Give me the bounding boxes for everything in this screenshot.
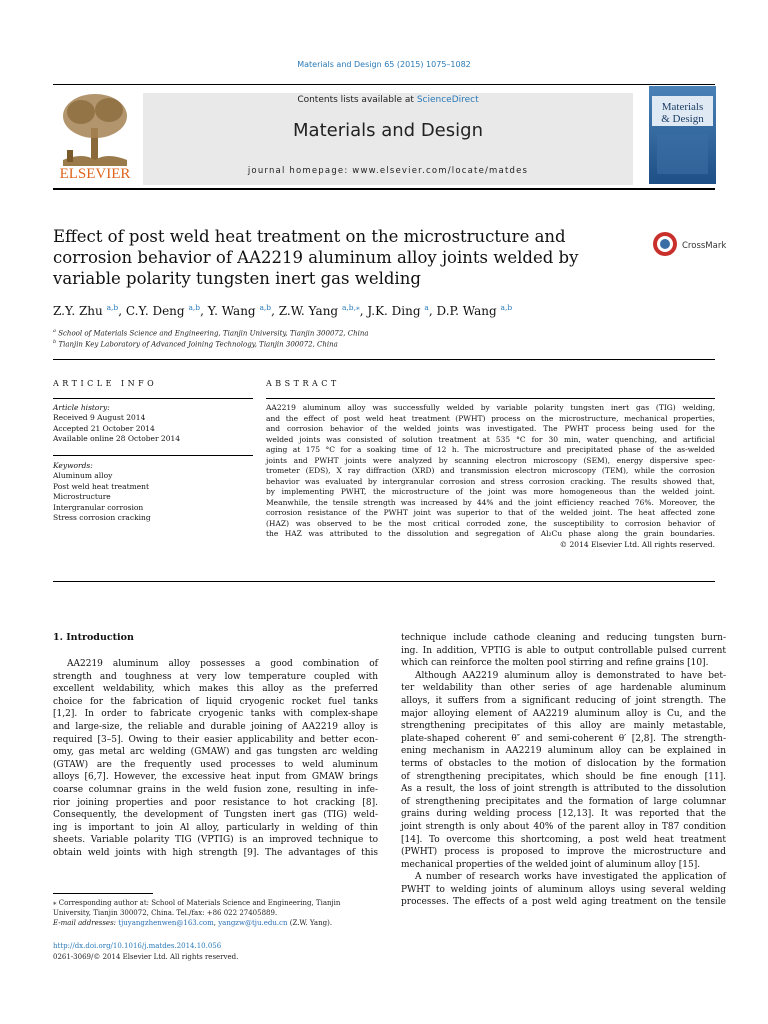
article-title: Effect of post weld heat treatment on the microstructure and corrosion behavior of AA2219 aluminum alloy joints welded by variable polarity tungsten inert gas welding <box>53 227 579 288</box>
header-rule <box>53 188 715 190</box>
author-name[interactable]: J.K. Ding <box>367 304 421 318</box>
keywords-label: Keywords: <box>53 461 93 470</box>
abstract-line: aging at 175 °C for a soaking time of 12 h. The microstructure and precipitated phase of the as-welded <box>266 445 715 454</box>
body-line: mechanical properties of the welded joint of aluminum alloy [15]. <box>401 859 701 870</box>
author-list: Z.Y. Zhu $^{a,b}$, C.Y. Deng $^{a,b}$, Y. Wang $^{a,b}$, Z.W. Yang $^{a,b,⁎}$, J.K. Ding $^a$, D.P. Wang $^{a,b}$ <box>53 303 513 318</box>
keywords-list <box>53 461 253 523</box>
body-line: (PWHT) process is proposed to improve the microstructure and <box>401 847 726 858</box>
body-line: alloys [6,7]. However, the excessive heat input from GMAW brings <box>53 772 378 783</box>
body-line: coarse columnar grains in the weld fusion zone, resulting in infe- <box>53 784 378 795</box>
journal-reference-link[interactable]: Materials and Design 65 (2015) 1075–1082 <box>297 60 471 69</box>
abstract-line: the HAZ was attributed to the dissolution and segregation of Al₂Cu phase along the grain boundaries. <box>266 529 715 538</box>
abstract-line: Meanwhile, the tensile strength was increased by 44% and the joint efficiency reached 76%. Moreover, the <box>266 497 715 507</box>
author-affil-sup[interactable]: a,b <box>259 303 272 312</box>
crossmark-button[interactable] <box>652 230 732 258</box>
body-line: A number of research works have investigated the application of <box>415 872 726 883</box>
right-column <box>401 632 726 909</box>
journal-cover-image <box>649 86 716 184</box>
body-line: joint strength is only about 40% of the parent alloy in T87 condition <box>401 821 726 832</box>
body-line: sheets. Variable polarity TIG (VPTIG) is an improved technique to <box>53 835 378 846</box>
abstract-line: (HAZ) was observed to be the most critical corroded zone, the susceptibility to corrosion behavior of <box>266 518 715 528</box>
left-column <box>53 658 378 860</box>
body-line: of strengthening precipitates and the formation of large columnar <box>401 796 726 807</box>
body-line: ening mechanism in AA2219 aluminum alloy can be explained in <box>401 746 726 757</box>
keyword: Stress corrosion cracking <box>53 513 151 523</box>
body-line: grains during welding process [12,13]. It was reported that the <box>401 809 726 820</box>
abstract-line: behavior was evaluated by intergranular corrosion and stress corrosion cracking. The results showed that, <box>266 476 715 486</box>
affiliation-a: $^a$ School of Materials Science and Engineering, Tianjin University, Tianjin 300072, China <box>53 328 369 338</box>
top-rule <box>53 84 715 85</box>
issn-copyright: 0261-3069/© 2014 Elsevier Ltd. All rights reserved. <box>53 953 239 961</box>
corresponding-author-note: ⁎ Corresponding author at: School of Materials Science and Engineering, Tianjin University, Tianjin 300072, China. Tel./fax: +86 022 27405889. <box>53 899 341 917</box>
body-line: plate-shaped coherent θ″ and semi-coherent θ′ [2,8]. The strength- <box>401 733 726 744</box>
body-line: choice for the fabrication of liquid cryogenic rocket fuel tanks <box>53 696 378 707</box>
body-line: terms of obstacles to the motion of dislocation by the formation <box>401 758 726 769</box>
abstract-line: corrosion resistance of the PWHT joint was superior to that of the welded joint. The heat affected zone <box>266 508 715 517</box>
email-owner: (Z.W. Yang). <box>287 919 333 927</box>
abstract-line: welded joints was consisted of solution treatment at 535 °C for 30 min, water quenching, and artificial <box>266 434 715 444</box>
author-name[interactable]: Z.W. Yang <box>278 304 339 318</box>
abstract-line: and the effect of post weld heat treatment (PWHT) process on the microstructure, mechanical properties, <box>266 413 715 423</box>
author-name[interactable]: Y. Wang <box>207 304 256 318</box>
cover-title-line2: & Design <box>661 113 704 125</box>
elsevier-tree-icon <box>63 94 127 166</box>
author-name[interactable]: Z.Y. Zhu <box>53 304 103 318</box>
cover-title-line1: Materials <box>661 101 704 113</box>
abstract-rule <box>266 398 715 399</box>
contents-prefix: Contents lists available at <box>297 95 417 105</box>
author-affil-sup[interactable]: a,b <box>106 303 119 312</box>
keyword: Aluminum alloy <box>53 471 113 481</box>
email-label: E-mail addresses: <box>53 919 117 927</box>
body-line: strength and toughness at very low temperature coupled with <box>53 671 378 682</box>
abstract-line: by implementing PWHT, the microstructure of the joint was more homogeneous than the welded joint. <box>266 487 715 496</box>
author-name[interactable]: C.Y. Deng <box>125 304 185 318</box>
abstract-line: trometer (EDS), X ray diffraction (XRD) and transmission electron microscopy (TEM), while the corrosion <box>266 466 715 475</box>
author-affil-sup[interactable]: a <box>424 303 429 312</box>
keywords-rule <box>53 455 253 456</box>
author-affil-sup[interactable]: a,b,⁎ <box>341 303 360 312</box>
body-line: alloys, it suffers from a significant reducing of joint strength. The <box>401 695 726 706</box>
email-note <box>53 918 378 928</box>
footnotes <box>53 898 378 928</box>
online-date: Available online 28 October 2014 <box>53 434 181 444</box>
body-line: AA2219 aluminum alloy possesses a good combination of <box>67 659 378 669</box>
keyword: Post weld heat treatment <box>53 481 150 491</box>
body-line: PWHT to welding joints of aluminum alloys using several welding <box>401 884 726 895</box>
abstract-line: AA2219 aluminum alloy was successfully welded by variable polarity tungsten inert gas (TIG) welding, <box>266 403 715 412</box>
introduction-heading: 1. Introduction <box>53 632 134 643</box>
keyword: Microstructure <box>53 492 111 502</box>
keyword: Intergranular corrosion <box>53 502 144 512</box>
section-rule <box>53 359 715 360</box>
publisher-name: ELSEVIER <box>59 166 131 182</box>
abstract-copyright: © 2014 Elsevier Ltd. All rights reserved. <box>559 539 715 549</box>
author-name[interactable]: D.P. Wang <box>436 304 497 318</box>
received-date: Received 9 August 2014 <box>53 413 146 423</box>
body-line: of strengthening precipitates, which should be fine enough [11]. <box>401 771 726 782</box>
body-line: ter weldability than other series of age hardenable aluminum <box>401 683 726 694</box>
body-line: omy, gas metal arc welding (GMAW) and gas tungsten arc welding <box>53 747 378 758</box>
body-line: ing. In addition, VPTIG is able to output controllable pulsed current <box>401 645 726 656</box>
crossmark-label: CrossMark <box>682 241 727 251</box>
body-line: processes. The effects of a post weld aging treatment on the tensile <box>401 897 726 908</box>
abstract-line: and corrosion behavior of the welded joints was investigated. The PWHT process being used for the <box>266 424 715 433</box>
footnote-rule <box>53 893 153 894</box>
journal-title: Materials and Design <box>293 120 483 141</box>
body-line: Consequently, the development of Tungsten inert gas (TIG) weld- <box>53 810 378 821</box>
author-affil-sup[interactable]: a,b <box>188 303 201 312</box>
body-line: which can reinforce the molten pool stirring and refine grains [10]. <box>401 658 709 669</box>
history-label: Article history: <box>53 403 110 412</box>
author-affil-sup[interactable]: a,b <box>500 303 513 312</box>
body-line: Although AA2219 aluminum alloy is demonstrated to have bet- <box>415 670 726 681</box>
email-separator: , <box>213 919 219 927</box>
body-line: excellent weldability, which makes this alloy as the preferred <box>53 684 378 695</box>
body-line: required [3–5]. Owing to their easier applicability and better econ- <box>53 734 378 745</box>
accepted-date: Accepted 21 October 2014 <box>53 423 155 433</box>
body-line: (GTAW) are the frequently used processes to weld aluminum <box>53 759 378 770</box>
body-line: ing is important to join Al alloy, particularly in welding of thin <box>53 822 378 833</box>
article-info-rule <box>53 398 253 399</box>
body-line: [14]. To overcome this shortcoming, a post weld heat treatment <box>401 834 726 845</box>
body-line: technique include cathode cleaning and reducing tungsten burn- <box>401 633 726 643</box>
journal-homepage-link[interactable]: journal homepage: www.elsevier.com/locate/matdes <box>247 166 529 176</box>
affiliation-b: $^b$ Tianjin Key Laboratory of Advanced Joining Technology, Tianjin 300072, China <box>53 339 338 349</box>
article-info-heading: ARTICLE INFO <box>53 379 158 388</box>
crossmark-icon <box>652 230 732 258</box>
email-link[interactable]: yangzw@tju.edu.cn <box>218 919 288 927</box>
body-line: rior joining properties and poor resistance to hot cracking [8]. <box>53 797 378 808</box>
abstract-heading: ABSTRACT <box>266 379 340 388</box>
abstract-line: joints and PWHT joints were analyzed by scanning electron microscopy (SEM), energy dispersive spec- <box>266 455 715 465</box>
email-link[interactable]: tjuyangzhenwen@163.com <box>118 919 214 927</box>
body-line: [1,2]. In order to fabricate cryogenic tanks with complex-shape <box>53 709 378 720</box>
abstract-bottom-rule <box>53 581 715 582</box>
contents-available-line <box>143 95 633 105</box>
body-line: major alloying element of AA2219 aluminum alloy is Cu, and the <box>401 708 726 719</box>
body-line: and large-size, the reliable and durable joining of AA2219 alloy is <box>53 721 378 732</box>
sciencedirect-link[interactable]: ScienceDirect <box>416 95 479 105</box>
body-line: As a result, the loss of joint strength is attributed to the dissolution <box>401 784 726 795</box>
body-line: obtain weld joints with high strength [9]. The advantages of this <box>53 847 378 858</box>
elsevier-logo <box>53 90 137 182</box>
doi-link[interactable]: http://dx.doi.org/10.1016/j.matdes.2014.10.056 <box>53 942 222 950</box>
article-history <box>53 403 253 445</box>
affiliation-b-text: Tianjin Key Laboratory of Advanced Joining Technology, Tianjin 300072, China <box>58 340 338 349</box>
body-line: strengthening precipitates of this alloy are mainly metastable, <box>401 721 726 732</box>
abstract-text <box>266 403 715 550</box>
affiliation-a-text: School of Materials Science and Engineering, Tianjin University, Tianjin 300072, China <box>58 329 369 338</box>
